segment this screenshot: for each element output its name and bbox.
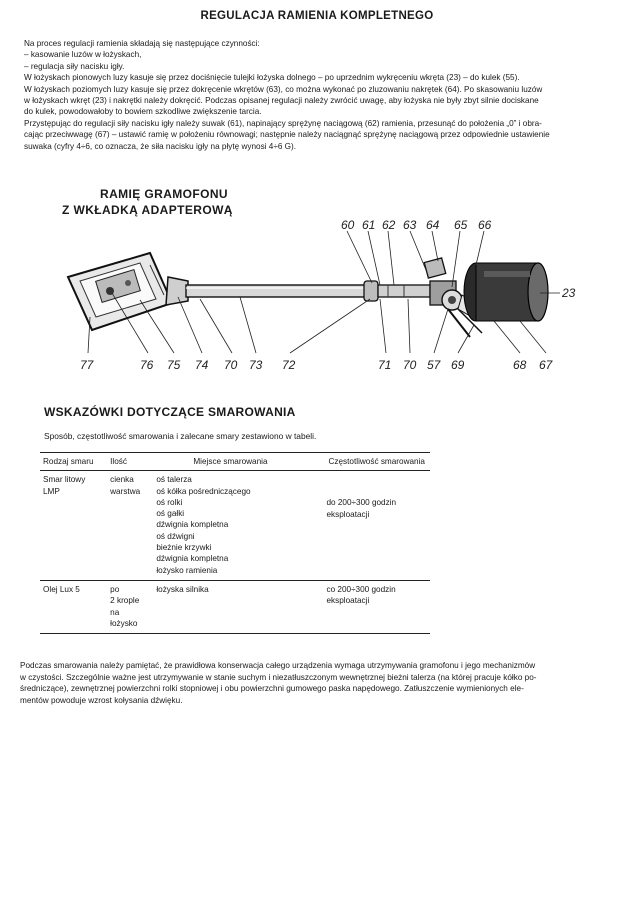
intro-line: – kasowanie luzów w łożyskach, (24, 50, 142, 60)
label-76: 76 (140, 358, 154, 372)
figure-title-line: Z WKŁADKĄ ADAPTEROWĄ (62, 203, 233, 217)
cell-line: oś rolki (156, 497, 183, 507)
outro-line: Podczas smarowania należy pamiętać, że prawidłowa konserwacja całego urządzenia wymaga utrzymywania gramofonu i jego mechanizmów (20, 661, 536, 670)
cell-line: Smar litowy (43, 475, 86, 485)
label-72: 72 (282, 358, 296, 372)
outro-line: mentów powoduje wzrost kołysania dźwięku. (20, 695, 183, 705)
cell-line: łożysko ramienia (156, 565, 218, 575)
cell-amount (107, 580, 153, 633)
intro-line: w łożyskach wkręt (23) i nakrętki należy dokręcić. Podczas opisanej regulacji należy zwrócić uwagę, aby łożyska nie były zbyt silnie dociskane (24, 96, 539, 106)
cell-line: dźwignia kompletna (156, 520, 229, 530)
outro-line: w czystości. Szczególnie ważne jest utrzymywanie w stanie suchym i niezatłuszczonym wewnętrznej bieżni talerza (na której pracuje kółko po- (20, 672, 537, 682)
lubrication-table (40, 452, 430, 634)
cell-line: dźwignia kompletna (156, 554, 229, 564)
arm-tube (166, 277, 430, 305)
intro-line: suwaka (cyfry 4÷6, co oznacza, że siła nacisku igły na płytę wynosi 4÷6 G). (24, 141, 297, 151)
cell-place (153, 580, 323, 633)
cell-line: eksploatacji (326, 596, 370, 606)
header-frequency: Częstotliwość smarowania (328, 457, 425, 466)
intro-line: W łożyskach pionowych luzy kasuje się przez dociśnięcie tulejki łożyska dolnego – po uprzednim wykręceniu wkręta (23) – do kulek (55). (24, 73, 520, 83)
cell-line: Olej Lux 5 (43, 584, 80, 594)
cell-line: cienka (110, 475, 134, 485)
label-69: 69 (451, 358, 465, 372)
label-57: 57 (427, 358, 441, 372)
intro-line: – regulacja siły nacisku igły. (24, 61, 125, 71)
label-70: 70 (224, 358, 238, 372)
table-header-row (40, 453, 430, 471)
header-amount: Ilość (110, 457, 127, 466)
cell-amount (107, 471, 153, 581)
label-74: 74 (195, 358, 209, 372)
label-65: 65 (454, 218, 468, 232)
closing-text (20, 660, 616, 706)
cell-line: co 200÷300 godzin (326, 584, 396, 594)
cell-line: oś talerza (156, 475, 192, 485)
label-70b: 70 (403, 358, 417, 372)
label-71: 71 (378, 358, 392, 372)
label-75: 75 (167, 358, 181, 372)
tonearm-illustration (0, 205, 634, 390)
cell-line: oś gałki (156, 509, 185, 519)
cell-line: eksploatacji (326, 509, 370, 519)
cell-line: LMP (43, 486, 60, 496)
outro-line: średniczące), zewnętrznej powierzchni rolki stopniowej i obu powierzchni gumowego paska napędowego. Zatłuszczenie wymienionych ele- (20, 684, 524, 694)
cell-frequency (323, 580, 430, 633)
label-67: 67 (539, 358, 553, 372)
intro-line: W łożyskach poziomych luzy kasuje się przez dokręcenie wkrętów (63), co można wykonać po zluzowaniu nakrętek (64). Po skasowaniu luzów (24, 84, 543, 94)
label-64: 64 (426, 218, 440, 232)
cell-line: na (110, 607, 120, 617)
intro-line: cając przeciwwagę (67) – ustawić ramię w położeniu równowagi; następnie należy naciągnąć sprężynę naciągową przez odpowiednie ustawienie (24, 130, 550, 140)
label-60: 60 (341, 218, 355, 232)
header-type: Rodzaj smaru (43, 457, 94, 466)
label-61: 61 (362, 218, 376, 232)
cell-line: 2 krople (110, 596, 140, 606)
cell-frequency (323, 471, 430, 581)
label-66: 66 (478, 218, 492, 232)
label-63: 63 (403, 218, 417, 232)
intro-line: Przystępując do regulacji siły nacisku igły należy suwak (61), napinający sprężynę naciągową (62) ramienia, przesunąć do położenia „0” i obra- (24, 118, 542, 128)
label-73: 73 (249, 358, 263, 372)
intro-text (24, 38, 612, 152)
label-68: 68 (513, 358, 527, 372)
cell-place (153, 471, 323, 581)
headshell-cartridge (68, 253, 172, 330)
cell-line: łożyska silnika (156, 584, 209, 594)
cell-line: do 200÷300 godzin (326, 498, 397, 508)
cell-line: oś dźwigni (156, 531, 195, 541)
cell-line: po (110, 584, 120, 594)
counterweight (464, 263, 548, 321)
cell-type (40, 580, 107, 633)
cell-line: łożysko (110, 618, 138, 628)
label-77: 77 (80, 358, 94, 372)
table-row (40, 471, 430, 581)
table-row (40, 580, 430, 633)
cell-line: oś kółka pośredniczącego (156, 486, 251, 496)
cell-line: warstwa (110, 486, 141, 496)
header-place: Miejsce smarowania (193, 457, 268, 466)
label-62: 62 (382, 218, 396, 232)
intro-line: Na proces regulacji ramienia składają się następujące czynności: (24, 39, 260, 48)
intro-line: do kulek, powodowałoby to bowiem szkodliwe zwiększenie tarcia. (24, 107, 262, 117)
page-title: REGULACJA RAMIENIA KOMPLETNEGO (200, 10, 434, 22)
lubrication-title: WSKAZÓWKI DOTYCZĄCE SMAROWANIA (44, 405, 296, 419)
label-23: 23 (562, 286, 576, 300)
lubrication-subtitle: Sposób, częstotliwość smarowania i zalecane smary zestawiono w tabeli. (44, 431, 317, 441)
cell-type (40, 471, 107, 581)
cell-line: bieżnie krzywki (156, 543, 212, 553)
figure-title-line: RAMIĘ GRAMOFONU (100, 187, 228, 201)
